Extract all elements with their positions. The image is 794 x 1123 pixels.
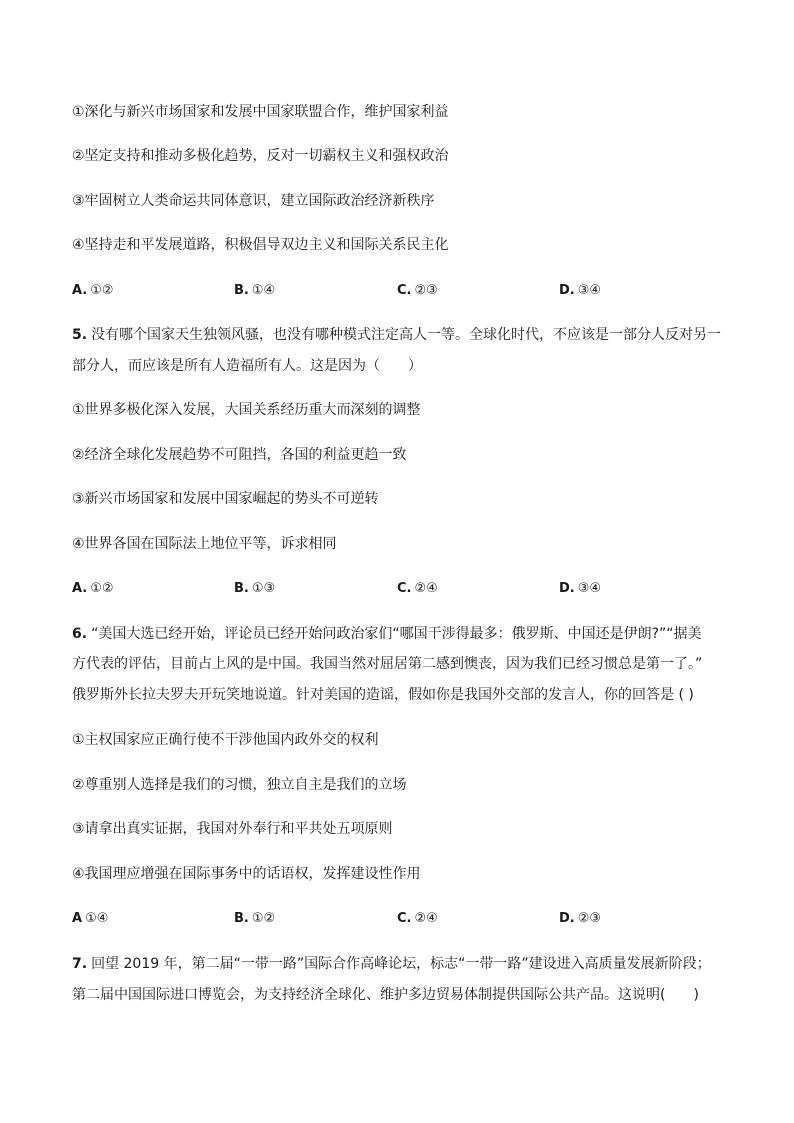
q6-number: 6. [72,626,88,642]
q6-stem-line-1: 6. “美国大选已经开始，评论员已经开始问政治家们“哪国干涉得最多：俄罗斯、中国还是伊朗?”“据美 [72,626,702,642]
q4-option-1: ①深化与新兴市场国家和发展中国家联盟合作，维护国家利益 [72,104,449,120]
q5-option-3: ③新兴市场国家和发展中国家崛起的势头不可逆转 [72,491,379,507]
q4-option-3: ③牢固树立人类命运共同体意识，建立国际政治经济新秩序 [72,193,435,209]
q6-answer-b[interactable]: B. ①② [234,911,276,926]
q6-option-4: ④我国理应增强在国际事务中的话语权，发挥建设性作用 [72,866,421,882]
q5-option-2: ②经济全球化发展趋势不可阻挡，各国的利益更趋一致 [72,447,407,463]
q5-stem-line-2: 部分人，而应该是所有人造福所有人。这是因为（ ） [72,358,422,374]
q6-option-2: ②尊重别人选择是我们的习惯，独立自主是我们的立场 [72,777,407,793]
q5-option-1: ①世界多极化深入发展，大国关系经历重大而深刻的调整 [72,402,421,418]
q5-option-4: ④世界各国在国际法上地位平等，诉求相同 [72,536,337,552]
q6-stem-line-3: 俄罗斯外长拉夫罗夫开玩笑地说道。针对美国的造谣，假如你是我国外交部的发言人，你的回答是 ( ) [72,687,694,703]
q5-stem-line-1: 5. 没有哪个国家天生独领风骚，也没有哪种模式注定高人一等。全球化时代，不应该是一部分人反对另一 [72,327,722,343]
q4-answer-d[interactable]: D. ③④ [559,283,602,298]
q6-answer-d[interactable]: D. ②③ [559,911,602,926]
q6-answer-a[interactable]: A ①④ [72,911,109,926]
q5-answer-a[interactable]: A. ①② [72,581,114,596]
q5-answer-b[interactable]: B. ①③ [234,581,276,596]
q6-option-3: ③请拿出真实证据，我国对外奉行和平共处五项原则 [72,821,393,837]
q5-answer-d[interactable]: D. ③④ [559,581,602,596]
q4-answer-c[interactable]: C. ②③ [397,283,438,298]
q5-number: 5. [72,327,88,343]
q6-option-1: ①主权国家应正确行使不干涉他国内政外交的权利 [72,732,379,748]
q7-stem-line-1: 7. 回望 2019 年，第二届“一带一路”国际合作高峰论坛，标志“一带一路”建设进入高质量发展新阶段； [72,956,711,972]
q4-option-2: ②坚定支持和推动多极化趋势，反对一切霸权主义和强权政治 [72,148,449,164]
q4-answer-a[interactable]: A. ①② [72,283,114,298]
q5-answer-c[interactable]: C. ②④ [397,581,438,596]
q4-option-4: ④坚持走和平发展道路，积极倡导双边主义和国际关系民主化 [72,237,449,253]
q6-answer-row [72,909,732,929]
q4-answer-b[interactable]: B. ①④ [234,283,276,298]
q4-answer-row [72,281,732,301]
q7-stem-line-2: 第二届中国国际进口博览会，为支持经济全球化、维护多边贸易体制提供国际公共产品。这说明( ) [72,987,699,1003]
q7-number: 7. [72,956,88,972]
q6-answer-c[interactable]: C. ②④ [397,911,438,926]
q6-stem-line-2: 方代表的评估，目前占上风的是中国。我国当然对屈居第二感到懊丧，因为我们已经习惯总是第一了。” [72,656,703,672]
q5-answer-row [72,579,732,599]
